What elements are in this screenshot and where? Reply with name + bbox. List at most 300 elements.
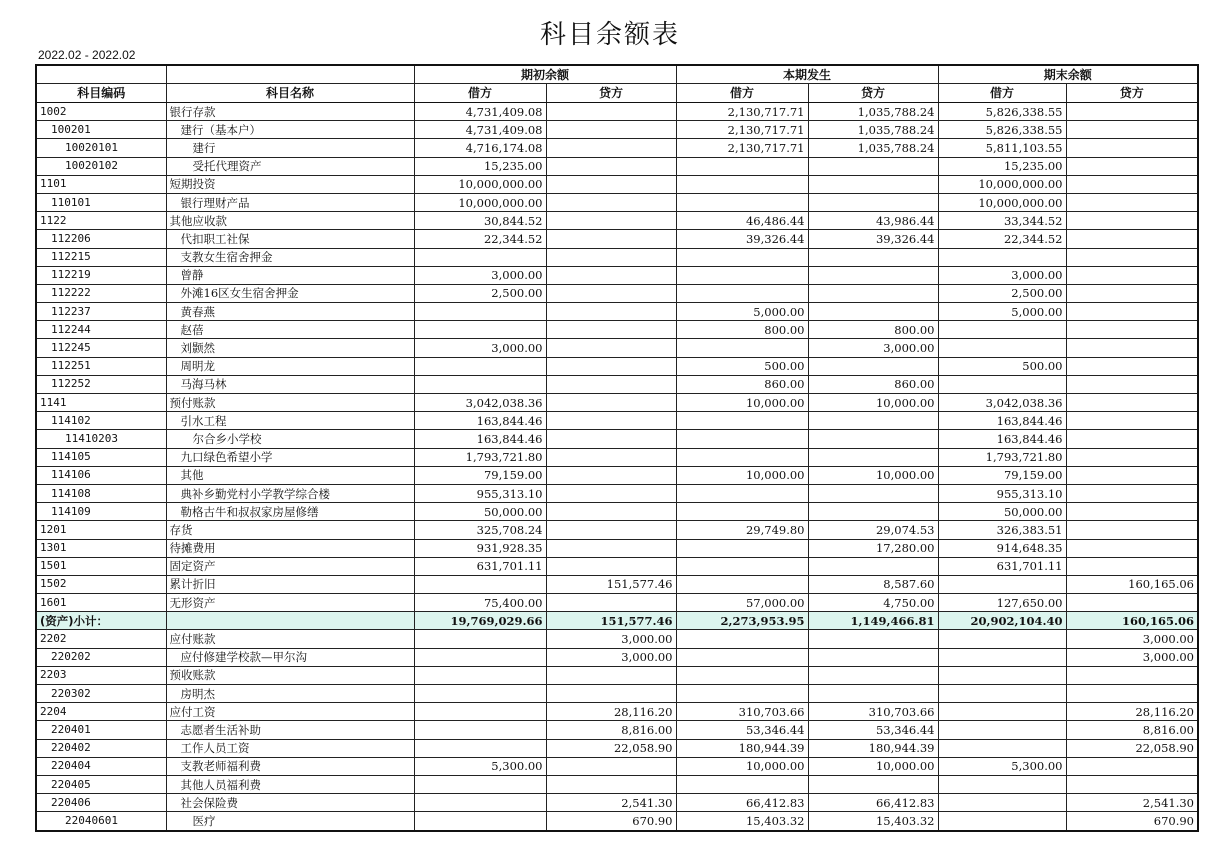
current-credit-cell: 43,986.44 <box>808 212 938 230</box>
closing-credit-cell <box>1066 503 1198 521</box>
closing-credit-cell: 28,116.20 <box>1066 703 1198 721</box>
closing-credit-cell: 3,000.00 <box>1066 630 1198 648</box>
closing-credit-cell: 160,165.06 <box>1066 575 1198 593</box>
account-name-cell: 社会保险费 <box>166 794 414 812</box>
current-credit-cell <box>808 685 938 703</box>
opening-credit-cell <box>546 503 676 521</box>
closing-credit-cell <box>1066 448 1198 466</box>
current-debit-cell: 310,703.66 <box>676 703 808 721</box>
current-credit-cell: 1,149,466.81 <box>808 612 938 630</box>
current-credit-cell <box>808 430 938 448</box>
opening-debit-cell: 955,313.10 <box>414 484 546 502</box>
current-debit-cell <box>676 685 808 703</box>
account-code-cell: 114105 <box>36 448 166 466</box>
account-code-cell: 220402 <box>36 739 166 757</box>
opening-credit-cell <box>546 539 676 557</box>
opening-debit-cell: 79,159.00 <box>414 466 546 484</box>
closing-debit-cell: 5,300.00 <box>938 757 1066 775</box>
opening-debit-cell <box>414 630 546 648</box>
account-code-cell: 112215 <box>36 248 166 266</box>
opening-debit-cell <box>414 703 546 721</box>
opening-credit-cell <box>546 339 676 357</box>
account-code-cell: 112252 <box>36 375 166 393</box>
opening-debit-cell <box>414 648 546 666</box>
opening-credit-cell <box>546 321 676 339</box>
closing-credit-cell <box>1066 775 1198 793</box>
closing-credit-cell <box>1066 594 1198 612</box>
opening-debit-cell <box>414 575 546 593</box>
table-row <box>36 175 1198 193</box>
current-credit-cell <box>808 630 938 648</box>
account-name-cell: 支教老师福利费 <box>166 757 414 775</box>
account-name-cell: 预收账款 <box>166 666 414 684</box>
current-credit-cell: 800.00 <box>808 321 938 339</box>
opening-credit-cell <box>546 375 676 393</box>
table-row <box>36 484 1198 502</box>
account-code-cell: 22040601 <box>36 812 166 831</box>
current-debit-cell <box>676 175 808 193</box>
header-current-credit: 贷方 <box>808 84 938 103</box>
closing-debit-cell: 10,000,000.00 <box>938 175 1066 193</box>
closing-credit-cell: 3,000.00 <box>1066 648 1198 666</box>
closing-credit-cell: 22,058.90 <box>1066 739 1198 757</box>
closing-credit-cell <box>1066 484 1198 502</box>
opening-credit-cell <box>546 775 676 793</box>
account-code-cell: 1301 <box>36 539 166 557</box>
closing-debit-cell <box>938 339 1066 357</box>
account-name-cell: 预付账款 <box>166 394 414 412</box>
table-row <box>36 266 1198 284</box>
account-name-cell: 黄春燕 <box>166 303 414 321</box>
closing-debit-cell: 2,500.00 <box>938 284 1066 302</box>
account-name-cell: 短期投资 <box>166 175 414 193</box>
closing-debit-cell <box>938 375 1066 393</box>
opening-credit-cell <box>546 757 676 775</box>
closing-credit-cell <box>1066 685 1198 703</box>
account-code-cell: 112219 <box>36 266 166 284</box>
table-row <box>36 412 1198 430</box>
current-credit-cell: 10,000.00 <box>808 466 938 484</box>
opening-debit-cell: 163,844.46 <box>414 412 546 430</box>
account-code-cell: 112237 <box>36 303 166 321</box>
current-debit-cell: 53,346.44 <box>676 721 808 739</box>
account-code-cell: 114109 <box>36 503 166 521</box>
opening-credit-cell <box>546 448 676 466</box>
closing-debit-cell <box>938 630 1066 648</box>
opening-debit-cell: 10,000,000.00 <box>414 193 546 211</box>
account-code-cell: 112222 <box>36 284 166 302</box>
current-debit-cell: 66,412.83 <box>676 794 808 812</box>
table-row <box>36 466 1198 484</box>
account-name-cell: 尔合乡小学校 <box>166 430 414 448</box>
closing-credit-cell <box>1066 339 1198 357</box>
closing-debit-cell <box>938 775 1066 793</box>
opening-credit-cell <box>546 484 676 502</box>
account-code-cell: 10020102 <box>36 157 166 175</box>
current-credit-cell: 15,403.32 <box>808 812 938 831</box>
account-code-cell: 1501 <box>36 557 166 575</box>
current-credit-cell: 4,750.00 <box>808 594 938 612</box>
opening-credit-cell <box>546 103 676 121</box>
account-name-cell: 外滩16区女生宿舍押金 <box>166 284 414 302</box>
account-name-cell: 典补乡勤党村小学教学综合楼 <box>166 484 414 502</box>
current-debit-cell: 39,326.44 <box>676 230 808 248</box>
account-code-cell: 114102 <box>36 412 166 430</box>
table-row <box>36 666 1198 684</box>
account-name-cell: 累计折旧 <box>166 575 414 593</box>
opening-credit-cell <box>546 230 676 248</box>
current-credit-cell <box>808 248 938 266</box>
opening-credit-cell: 3,000.00 <box>546 630 676 648</box>
account-name-cell: 无形资产 <box>166 594 414 612</box>
opening-credit-cell <box>546 685 676 703</box>
closing-credit-cell: 2,541.30 <box>1066 794 1198 812</box>
opening-credit-cell <box>546 303 676 321</box>
account-code-cell: 1101 <box>36 175 166 193</box>
account-name-cell: 固定资产 <box>166 557 414 575</box>
account-code-cell: 112244 <box>36 321 166 339</box>
current-debit-cell <box>676 193 808 211</box>
closing-credit-cell <box>1066 157 1198 175</box>
account-code-cell: 10020101 <box>36 139 166 157</box>
opening-debit-cell: 4,731,409.08 <box>414 103 546 121</box>
closing-debit-cell <box>938 666 1066 684</box>
opening-debit-cell: 3,042,038.36 <box>414 394 546 412</box>
opening-debit-cell <box>414 375 546 393</box>
table-row <box>36 794 1198 812</box>
table-row <box>36 648 1198 666</box>
opening-debit-cell <box>414 666 546 684</box>
current-debit-cell: 500.00 <box>676 357 808 375</box>
table-row <box>36 394 1198 412</box>
table-row <box>36 230 1198 248</box>
current-debit-cell: 5,000.00 <box>676 303 808 321</box>
account-name-cell: 应付修建学校款—甲尔沟 <box>166 648 414 666</box>
current-debit-cell: 10,000.00 <box>676 757 808 775</box>
account-code-cell: 2202 <box>36 630 166 648</box>
table-row <box>36 375 1198 393</box>
current-debit-cell: 29,749.80 <box>676 521 808 539</box>
closing-credit-cell <box>1066 757 1198 775</box>
opening-debit-cell: 631,701.11 <box>414 557 546 575</box>
current-credit-cell <box>808 666 938 684</box>
current-debit-cell: 46,486.44 <box>676 212 808 230</box>
current-credit-cell: 1,035,788.24 <box>808 103 938 121</box>
account-name-cell: 志愿者生活补助 <box>166 721 414 739</box>
account-name-cell: 赵蓓 <box>166 321 414 339</box>
account-name-cell: 建行（基本户） <box>166 121 414 139</box>
opening-debit-cell: 4,731,409.08 <box>414 121 546 139</box>
opening-credit-cell: 151,577.46 <box>546 575 676 593</box>
opening-debit-cell <box>414 357 546 375</box>
account-name-cell: 支教女生宿舍押金 <box>166 248 414 266</box>
account-code-cell: 220401 <box>36 721 166 739</box>
opening-credit-cell <box>546 521 676 539</box>
account-name-cell: 建行 <box>166 139 414 157</box>
closing-debit-cell: 3,000.00 <box>938 266 1066 284</box>
closing-debit-cell: 3,042,038.36 <box>938 394 1066 412</box>
header-opening-balance: 期初余额 <box>414 65 676 84</box>
opening-debit-cell <box>414 248 546 266</box>
account-code-cell: 220302 <box>36 685 166 703</box>
account-code-cell: 112245 <box>36 339 166 357</box>
closing-debit-cell <box>938 685 1066 703</box>
current-credit-cell: 53,346.44 <box>808 721 938 739</box>
closing-credit-cell <box>1066 248 1198 266</box>
opening-debit-cell: 325,708.24 <box>414 521 546 539</box>
account-name-cell: 存货 <box>166 521 414 539</box>
opening-debit-cell: 50,000.00 <box>414 503 546 521</box>
current-debit-cell <box>676 284 808 302</box>
current-debit-cell: 2,130,717.71 <box>676 139 808 157</box>
opening-debit-cell: 3,000.00 <box>414 339 546 357</box>
closing-credit-cell <box>1066 394 1198 412</box>
account-code-cell: (资产)小计： <box>36 612 166 630</box>
report-period: 2022.02 - 2022.02 <box>38 48 136 62</box>
opening-credit-cell: 3,000.00 <box>546 648 676 666</box>
account-code-cell: 2204 <box>36 703 166 721</box>
current-debit-cell <box>676 648 808 666</box>
table-row <box>36 157 1198 175</box>
closing-debit-cell: 127,650.00 <box>938 594 1066 612</box>
opening-credit-cell <box>546 284 676 302</box>
closing-debit-cell: 914,648.35 <box>938 539 1066 557</box>
current-debit-cell <box>676 412 808 430</box>
opening-debit-cell: 3,000.00 <box>414 266 546 284</box>
table-row <box>36 594 1198 612</box>
header-blank-name <box>166 65 414 84</box>
current-credit-cell: 1,035,788.24 <box>808 121 938 139</box>
opening-credit-cell <box>546 157 676 175</box>
current-credit-cell: 8,587.60 <box>808 575 938 593</box>
account-code-cell: 100201 <box>36 121 166 139</box>
table-row <box>36 703 1198 721</box>
table-row <box>36 321 1198 339</box>
current-credit-cell: 310,703.66 <box>808 703 938 721</box>
closing-debit-cell <box>938 703 1066 721</box>
account-code-cell: 220404 <box>36 757 166 775</box>
account-name-cell: 银行理财产品 <box>166 193 414 211</box>
header-account-name: 科目名称 <box>166 84 414 103</box>
header-account-code: 科目编码 <box>36 84 166 103</box>
account-code-cell: 1002 <box>36 103 166 121</box>
closing-debit-cell: 33,344.52 <box>938 212 1066 230</box>
closing-credit-cell <box>1066 357 1198 375</box>
current-debit-cell <box>676 339 808 357</box>
closing-credit-cell <box>1066 557 1198 575</box>
current-debit-cell: 180,944.39 <box>676 739 808 757</box>
closing-credit-cell <box>1066 230 1198 248</box>
account-name-cell: 九口绿色希望小学 <box>166 448 414 466</box>
closing-debit-cell: 5,826,338.55 <box>938 103 1066 121</box>
closing-credit-cell <box>1066 539 1198 557</box>
table-row <box>36 212 1198 230</box>
closing-debit-cell <box>938 248 1066 266</box>
current-debit-cell: 57,000.00 <box>676 594 808 612</box>
opening-debit-cell: 5,300.00 <box>414 757 546 775</box>
current-debit-cell: 2,130,717.71 <box>676 103 808 121</box>
account-name-cell: 银行存款 <box>166 103 414 121</box>
opening-credit-cell <box>546 121 676 139</box>
opening-credit-cell: 670.90 <box>546 812 676 831</box>
opening-credit-cell <box>546 193 676 211</box>
closing-credit-cell <box>1066 266 1198 284</box>
header-current-debit: 借方 <box>676 84 808 103</box>
opening-credit-cell <box>546 666 676 684</box>
current-debit-cell <box>676 539 808 557</box>
opening-debit-cell <box>414 721 546 739</box>
account-name-cell: 待摊费用 <box>166 539 414 557</box>
opening-credit-cell: 22,058.90 <box>546 739 676 757</box>
account-code-cell: 112251 <box>36 357 166 375</box>
current-debit-cell <box>676 266 808 284</box>
closing-credit-cell <box>1066 139 1198 157</box>
header-opening-debit: 借方 <box>414 84 546 103</box>
table-row <box>36 757 1198 775</box>
current-credit-cell <box>808 557 938 575</box>
account-code-cell: 1502 <box>36 575 166 593</box>
closing-credit-cell <box>1066 375 1198 393</box>
opening-credit-cell <box>546 430 676 448</box>
header-blank-code <box>36 65 166 84</box>
account-name-cell: 医疗 <box>166 812 414 831</box>
account-name-cell: 马海马林 <box>166 375 414 393</box>
closing-debit-cell: 50,000.00 <box>938 503 1066 521</box>
closing-debit-cell <box>938 721 1066 739</box>
opening-debit-cell <box>414 685 546 703</box>
account-code-cell: 1201 <box>36 521 166 539</box>
ledger-body <box>36 103 1198 831</box>
closing-credit-cell <box>1066 430 1198 448</box>
table-row <box>36 139 1198 157</box>
table-row <box>36 284 1198 302</box>
account-name-cell: 其他人员福利费 <box>166 775 414 793</box>
header-row-groups <box>36 65 1198 84</box>
current-debit-cell: 2,130,717.71 <box>676 121 808 139</box>
current-credit-cell <box>808 412 938 430</box>
current-credit-cell <box>808 357 938 375</box>
current-credit-cell <box>808 175 938 193</box>
current-credit-cell: 1,035,788.24 <box>808 139 938 157</box>
current-debit-cell <box>676 575 808 593</box>
account-code-cell: 1601 <box>36 594 166 612</box>
current-credit-cell: 860.00 <box>808 375 938 393</box>
current-credit-cell: 66,412.83 <box>808 794 938 812</box>
table-row <box>36 121 1198 139</box>
current-credit-cell: 180,944.39 <box>808 739 938 757</box>
table-row <box>36 539 1198 557</box>
account-name-cell: 房明杰 <box>166 685 414 703</box>
closing-debit-cell: 15,235.00 <box>938 157 1066 175</box>
header-closing-balance: 期末余额 <box>938 65 1198 84</box>
account-name-cell: 其他 <box>166 466 414 484</box>
current-debit-cell <box>676 666 808 684</box>
current-debit-cell: 10,000.00 <box>676 394 808 412</box>
opening-debit-cell: 1,793,721.80 <box>414 448 546 466</box>
closing-debit-cell: 5,811,103.55 <box>938 139 1066 157</box>
table-row <box>36 503 1198 521</box>
opening-credit-cell <box>546 212 676 230</box>
account-code-cell: 220406 <box>36 794 166 812</box>
closing-debit-cell <box>938 321 1066 339</box>
table-row <box>36 775 1198 793</box>
closing-credit-cell <box>1066 175 1198 193</box>
current-credit-cell: 10,000.00 <box>808 394 938 412</box>
opening-credit-cell <box>546 594 676 612</box>
balance-table <box>35 64 1199 832</box>
closing-credit-cell <box>1066 412 1198 430</box>
closing-debit-cell: 10,000,000.00 <box>938 193 1066 211</box>
closing-credit-cell <box>1066 284 1198 302</box>
current-credit-cell <box>808 303 938 321</box>
account-name-cell: 曾静 <box>166 266 414 284</box>
header-closing-debit: 借方 <box>938 84 1066 103</box>
account-name-cell <box>166 612 414 630</box>
closing-credit-cell <box>1066 303 1198 321</box>
closing-credit-cell: 8,816.00 <box>1066 721 1198 739</box>
opening-debit-cell: 19,769,029.66 <box>414 612 546 630</box>
table-row <box>36 303 1198 321</box>
opening-debit-cell: 15,235.00 <box>414 157 546 175</box>
account-name-cell: 其他应收款 <box>166 212 414 230</box>
subtotal-row <box>36 612 1198 630</box>
table-row <box>36 721 1198 739</box>
opening-debit-cell <box>414 775 546 793</box>
table-row <box>36 103 1198 121</box>
closing-debit-cell: 20,902,104.40 <box>938 612 1066 630</box>
table-row <box>36 630 1198 648</box>
closing-debit-cell: 22,344.52 <box>938 230 1066 248</box>
closing-credit-cell: 160,165.06 <box>1066 612 1198 630</box>
closing-debit-cell <box>938 575 1066 593</box>
table-row <box>36 521 1198 539</box>
header-closing-credit: 贷方 <box>1066 84 1198 103</box>
current-debit-cell: 800.00 <box>676 321 808 339</box>
opening-credit-cell: 2,541.30 <box>546 794 676 812</box>
current-debit-cell <box>676 430 808 448</box>
current-debit-cell: 15,403.32 <box>676 812 808 831</box>
closing-debit-cell <box>938 648 1066 666</box>
current-debit-cell: 10,000.00 <box>676 466 808 484</box>
closing-debit-cell: 1,793,721.80 <box>938 448 1066 466</box>
opening-debit-cell <box>414 739 546 757</box>
current-credit-cell <box>808 448 938 466</box>
current-credit-cell <box>808 266 938 284</box>
opening-credit-cell <box>546 412 676 430</box>
report-title: 科目余额表 <box>539 20 680 50</box>
account-code-cell: 220405 <box>36 775 166 793</box>
current-debit-cell <box>676 503 808 521</box>
closing-debit-cell: 955,313.10 <box>938 484 1066 502</box>
opening-debit-cell: 30,844.52 <box>414 212 546 230</box>
closing-credit-cell <box>1066 466 1198 484</box>
opening-debit-cell <box>414 321 546 339</box>
opening-credit-cell <box>546 357 676 375</box>
account-name-cell: 刘颢然 <box>166 339 414 357</box>
opening-debit-cell: 931,928.35 <box>414 539 546 557</box>
table-row <box>36 739 1198 757</box>
table-row <box>36 448 1198 466</box>
opening-debit-cell <box>414 794 546 812</box>
opening-credit-cell: 28,116.20 <box>546 703 676 721</box>
table-row <box>36 430 1198 448</box>
account-code-cell: 2203 <box>36 666 166 684</box>
opening-credit-cell <box>546 266 676 284</box>
closing-debit-cell: 79,159.00 <box>938 466 1066 484</box>
current-debit-cell <box>676 248 808 266</box>
table-row <box>36 575 1198 593</box>
account-code-cell: 11410203 <box>36 430 166 448</box>
